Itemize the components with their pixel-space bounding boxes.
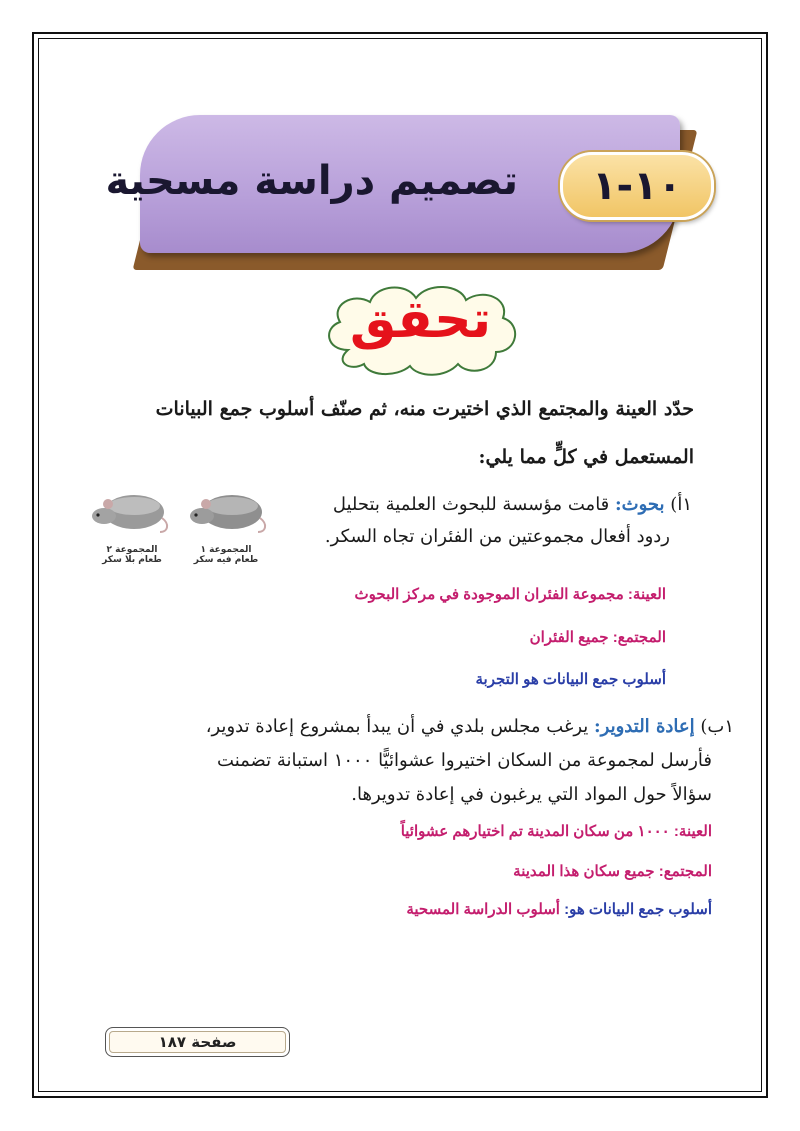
- rat-group2-caption: المجموعة ٢ طعام بلا سكر: [102, 545, 162, 565]
- rat-group1-caption: المجموعة ١ طعام فيه سكر: [193, 545, 259, 565]
- item-b-text-1: يرغب مجلس بلدي في أن يبدأ بمشروع إعادة تدوير،: [205, 716, 589, 737]
- rat-group2-image: [90, 488, 170, 534]
- item-b-line-3: سؤالاً حول المواد التي يرغبون في إعادة تدويرها.: [351, 784, 712, 805]
- item-b-marker: ١ب): [700, 716, 734, 737]
- item-a-text-1: قامت مؤسسة للبحوث العلمية بتحليل: [332, 494, 610, 515]
- page-number: صفحة ١٨٧: [105, 1027, 290, 1057]
- item-a-answer-method: أسلوب جمع البيانات هو التجربة: [475, 671, 666, 688]
- item-a-line-2: ردود أفعال مجموعتين من الفئران تجاه السكر.: [324, 526, 670, 547]
- item-a-label: بحوث:: [615, 494, 665, 515]
- item-b-line-1: [206, 716, 734, 737]
- item-b-answer-sample: العينة: ١٠٠٠ من سكان المدينة تم اختيارهم عشوائياً: [400, 823, 712, 840]
- item-a-marker: ١أ): [670, 494, 692, 515]
- lesson-number: ١٠-١: [560, 152, 714, 220]
- rat-group1-image: [188, 488, 268, 534]
- lesson-banner: [100, 100, 720, 275]
- intro-line-2: المستعمل في كلٍّ مما يلي:: [478, 446, 694, 468]
- item-b-answer-method: أسلوب جمع البيانات هو: أسلوب الدراسة المسحية: [406, 901, 712, 918]
- check-badge-label: تحقق: [349, 290, 492, 350]
- lesson-title: تصميم دراسة مسحية: [105, 158, 518, 204]
- check-badge: [318, 280, 523, 380]
- item-a-line-1: [333, 494, 692, 515]
- item-b-answer-population: المجتمع: جميع سكان هذا المدينة: [513, 863, 712, 880]
- item-a-answer-population: المجتمع: جميع الفئران: [529, 629, 666, 646]
- item-b-line-2: فأرسل لمجموعة من السكان اختيروا عشوائيًّا ١٠٠٠ استبانة تضمنت: [217, 750, 712, 771]
- intro-line-1: حدّد العينة والمجتمع الذي اختيرت منه، ثم صنّف أسلوب جمع البيانات: [155, 398, 694, 420]
- item-b-label: إعادة التدوير:: [594, 716, 695, 737]
- item-a-answer-sample: العينة: مجموعة الفئران الموجودة في مركز البحوث: [354, 586, 666, 603]
